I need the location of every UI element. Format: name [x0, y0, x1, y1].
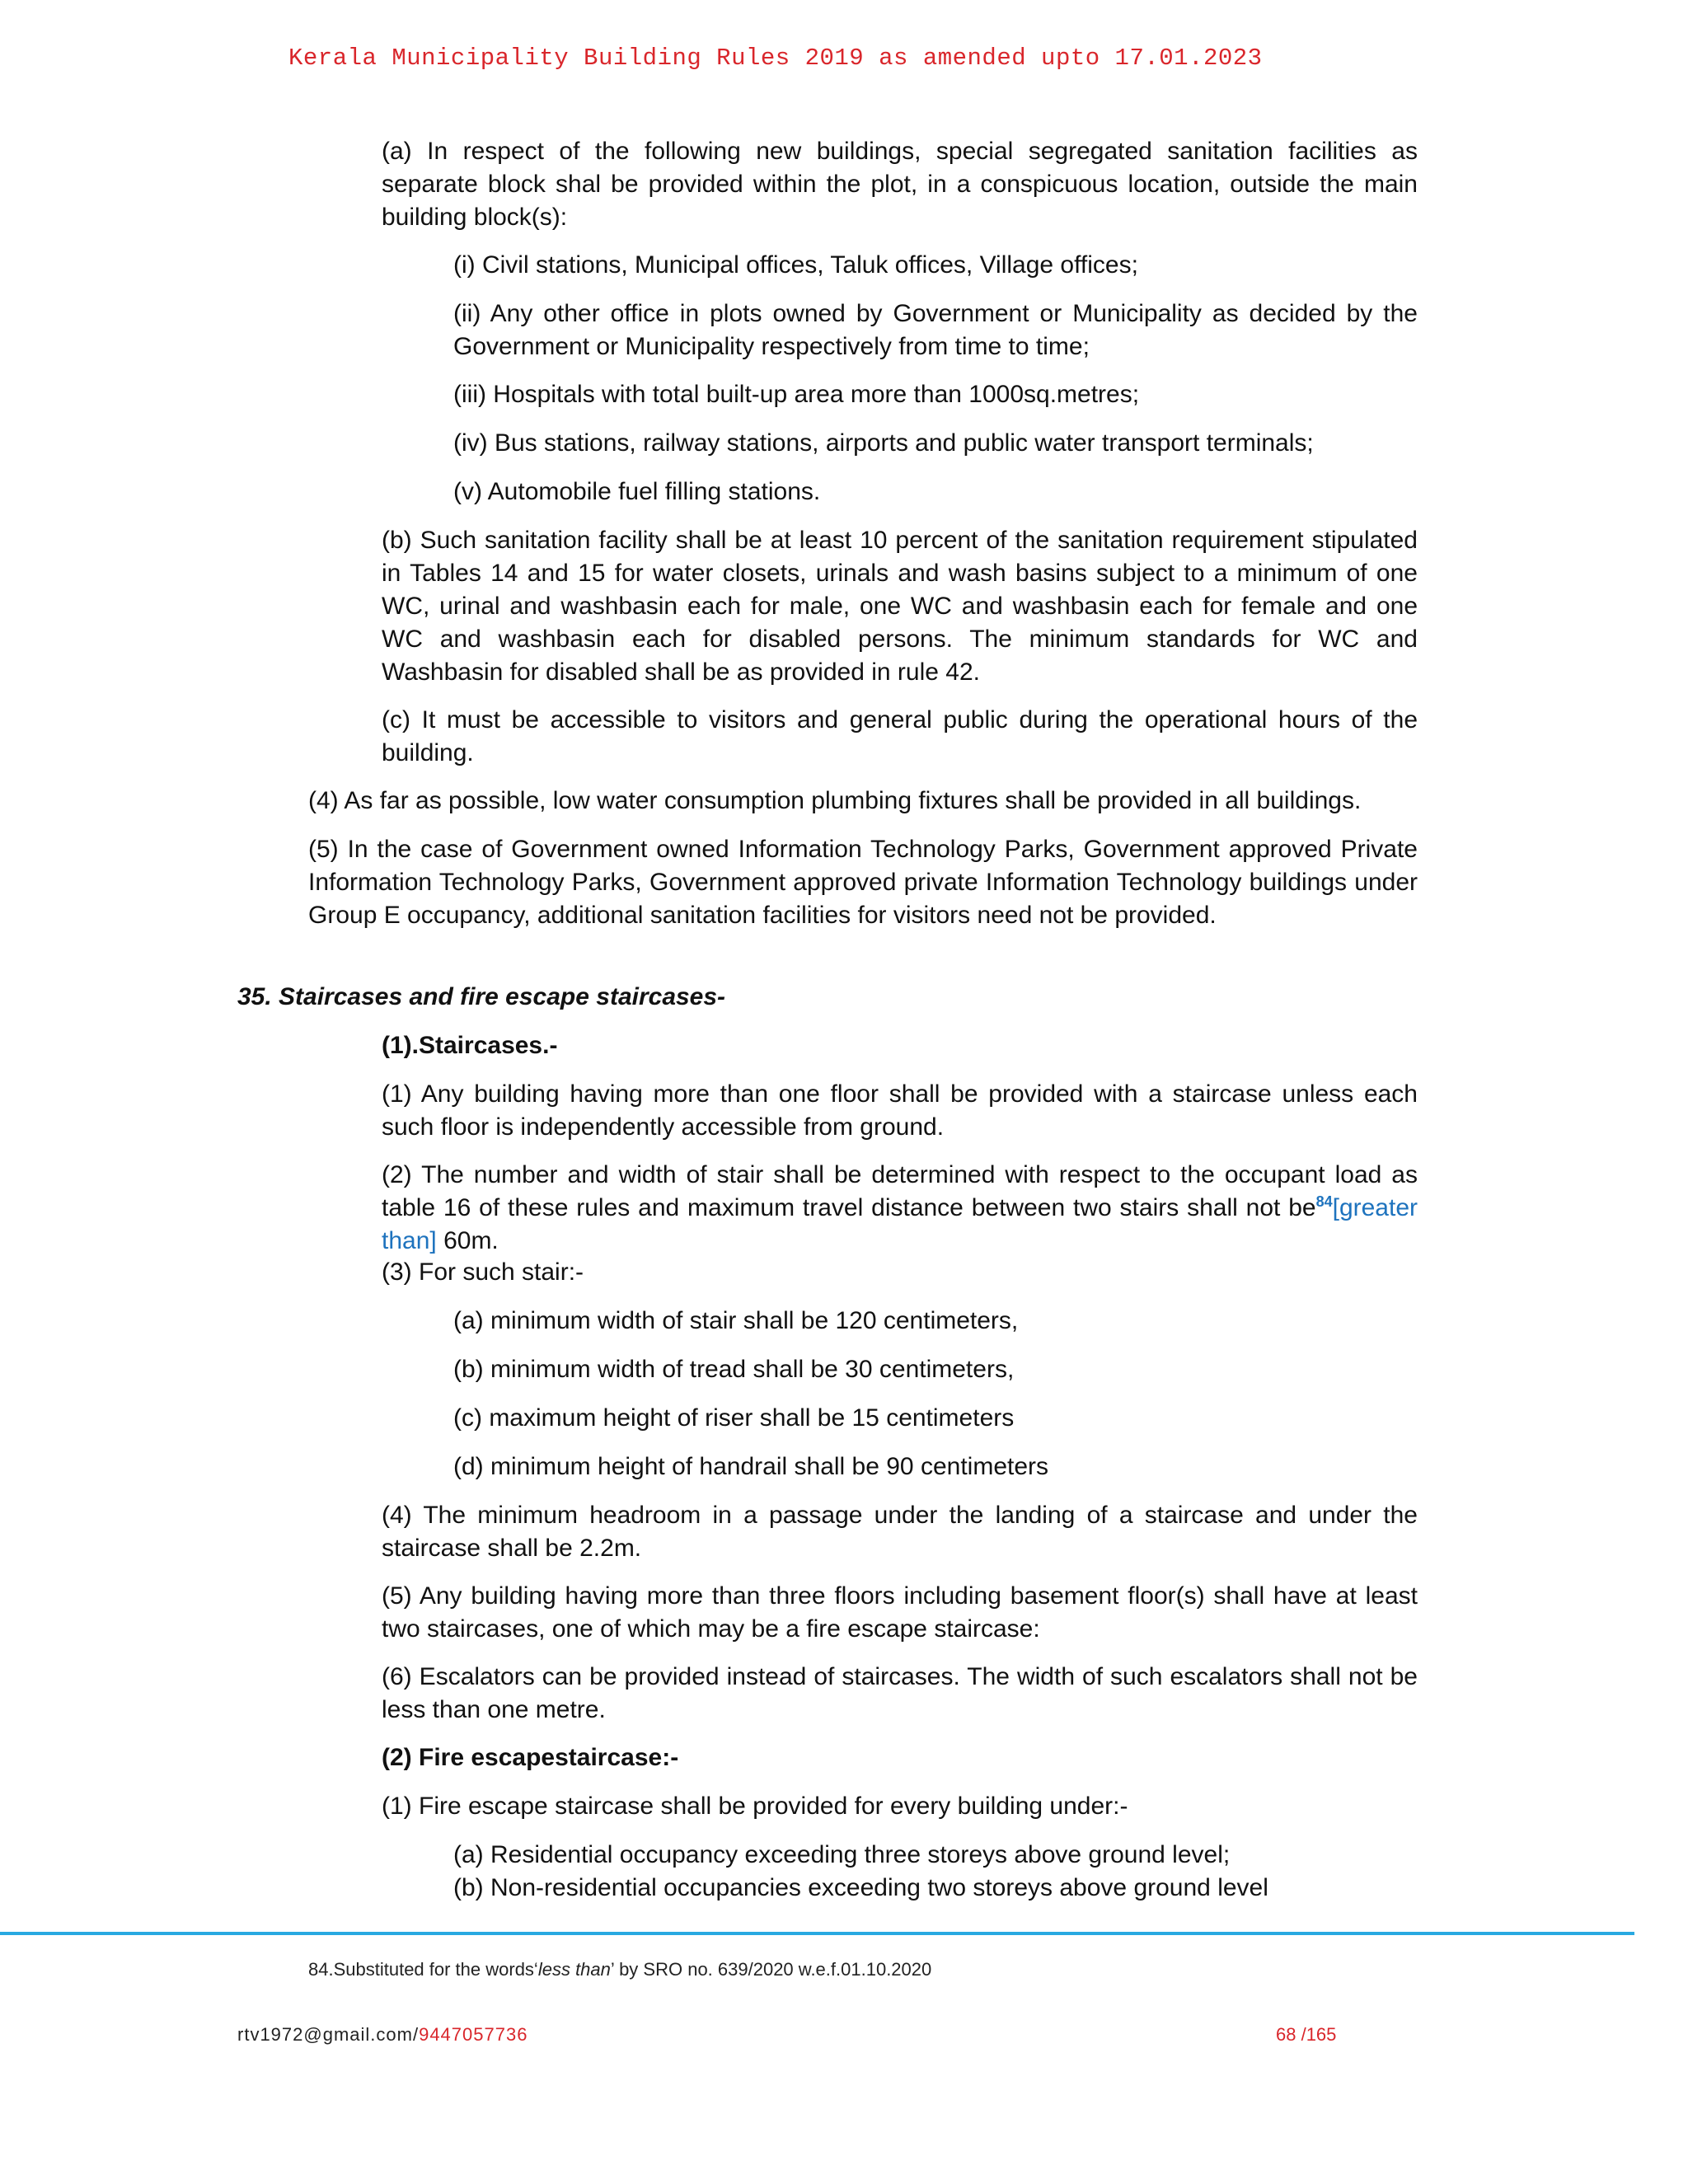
- footer-email: rtv1972@gmail.com/: [237, 2024, 420, 2045]
- running-header: Kerala Municipality Building Rules 2019 as amended upto 17.01.2023: [288, 45, 1263, 72]
- footnote-italic: less than: [537, 1959, 611, 1980]
- footnote-reference: 84: [1315, 1193, 1333, 1210]
- stair-rule-2: [382, 1159, 1418, 1258]
- subsection-heading-fire-escape: (2) Fire escapestaircase:-: [382, 1744, 679, 1771]
- page-number: 68 /165: [1276, 2024, 1337, 2045]
- stair-rule-3-item-d: (d) minimum height of handrail shall be 90 centimeters: [453, 1453, 1049, 1480]
- stair-rule-2-tail: 60m.: [436, 1227, 499, 1254]
- clause-b: (b) Such sanitation facility shall be at least 10 percent of the sanitation requirement stipulated in Tables 14 and 15 for water closets, urinals and wash basins subject to a minimum of one WC, urinal and washbasin each for male, one WC and washbasin each for female and one WC and washbasin each for disabled persons. The minimum standards for WC and Washbasin for disabled shall be as provided in rule 42.: [382, 527, 1418, 686]
- clause-c: (c) It must be accessible to visitors and general public during the operational hours of the building.: [382, 706, 1418, 766]
- stair-rule-3-item-c: (c) maximum height of riser shall be 15 centimeters: [453, 1404, 1015, 1432]
- clause-a-intro: (a) In respect of the following new buildings, special segregated sanitation facilities as separate block shal be provided within the plot, in a conspicuous location, outside the main building block(s):: [382, 138, 1418, 231]
- fire-rule-1: (1) Fire escape staircase shall be provided for every building under:-: [382, 1793, 1128, 1820]
- stair-rule-2-text: (2) The number and width of stair shall be determined with respect to the occupant load as table 16 of these rules and maximum travel distance between two stairs shall not be: [382, 1161, 1418, 1221]
- stair-rule-4: (4) The minimum headroom in a passage under the landing of a staircase and under the staircase shall be 2.2m.: [382, 1502, 1418, 1562]
- stair-rule-1: (1) Any building having more than one floor shall be provided with a staircase unless each such floor is independently accessible from ground.: [382, 1080, 1418, 1141]
- footer-phone: 9447057736: [419, 2024, 528, 2045]
- stair-rule-6: (6) Escalators can be provided instead of staircases. The width of such escalators shall not be less than one metre.: [382, 1663, 1418, 1723]
- stair-rule-3-item-a: (a) minimum width of stair shall be 120 centimeters,: [453, 1307, 1019, 1334]
- clause-a-item-v: (v) Automobile fuel filling stations.: [453, 478, 821, 505]
- clause-a-item-i: (i) Civil stations, Municipal offices, Taluk offices, Village offices;: [453, 251, 1138, 279]
- footnote-divider: [0, 1932, 1634, 1935]
- footnote: [308, 1958, 931, 1981]
- footer-contact: [237, 2024, 528, 2046]
- stair-rule-3: (3) For such stair:-: [382, 1258, 584, 1286]
- footnote-suffix: ’ by SRO no. 639/2020 w.e.f.01.10.2020: [610, 1959, 932, 1980]
- section-heading: 35. Staircases and fire escape staircases-: [237, 983, 726, 1010]
- subrule-4: (4) As far as possible, low water consumption plumbing fixtures shall be provided in all buildings.: [308, 787, 1362, 814]
- clause-a-item-ii: (ii) Any other office in plots owned by Government or Municipality as decided by the Government or Municipality respectively from time to time;: [453, 300, 1418, 360]
- amended-text: [greater than]: [382, 1194, 1418, 1254]
- stair-rule-5: (5) Any building having more than three floors including basement floor(s) shall have at least two staircases, one of which may be a fire escape staircase:: [382, 1582, 1418, 1643]
- footnote-prefix: 84.Substituted for the words‘: [308, 1959, 538, 1980]
- fire-rule-1-item-b: (b) Non-residential occupancies exceeding two storeys above ground level: [453, 1874, 1268, 1901]
- stair-rule-3-item-b: (b) minimum width of tread shall be 30 centimeters,: [453, 1356, 1015, 1383]
- fire-rule-1-item-a: (a) Residential occupancy exceeding three storeys above ground level;: [453, 1841, 1231, 1868]
- clause-a-item-iii: (iii) Hospitals with total built-up area more than 1000sq.metres;: [453, 381, 1140, 408]
- clause-a-item-iv: (iv) Bus stations, railway stations, airports and public water transport terminals;: [453, 429, 1314, 457]
- subrule-5: (5) In the case of Government owned Information Technology Parks, Government approved Private Information Technology Parks, Government approved private Information Technology buildings under Group E occupancy, additional sanitation facilities for visitors need not be provided.: [308, 836, 1418, 929]
- subsection-heading-staircases: (1).Staircases.-: [382, 1032, 558, 1059]
